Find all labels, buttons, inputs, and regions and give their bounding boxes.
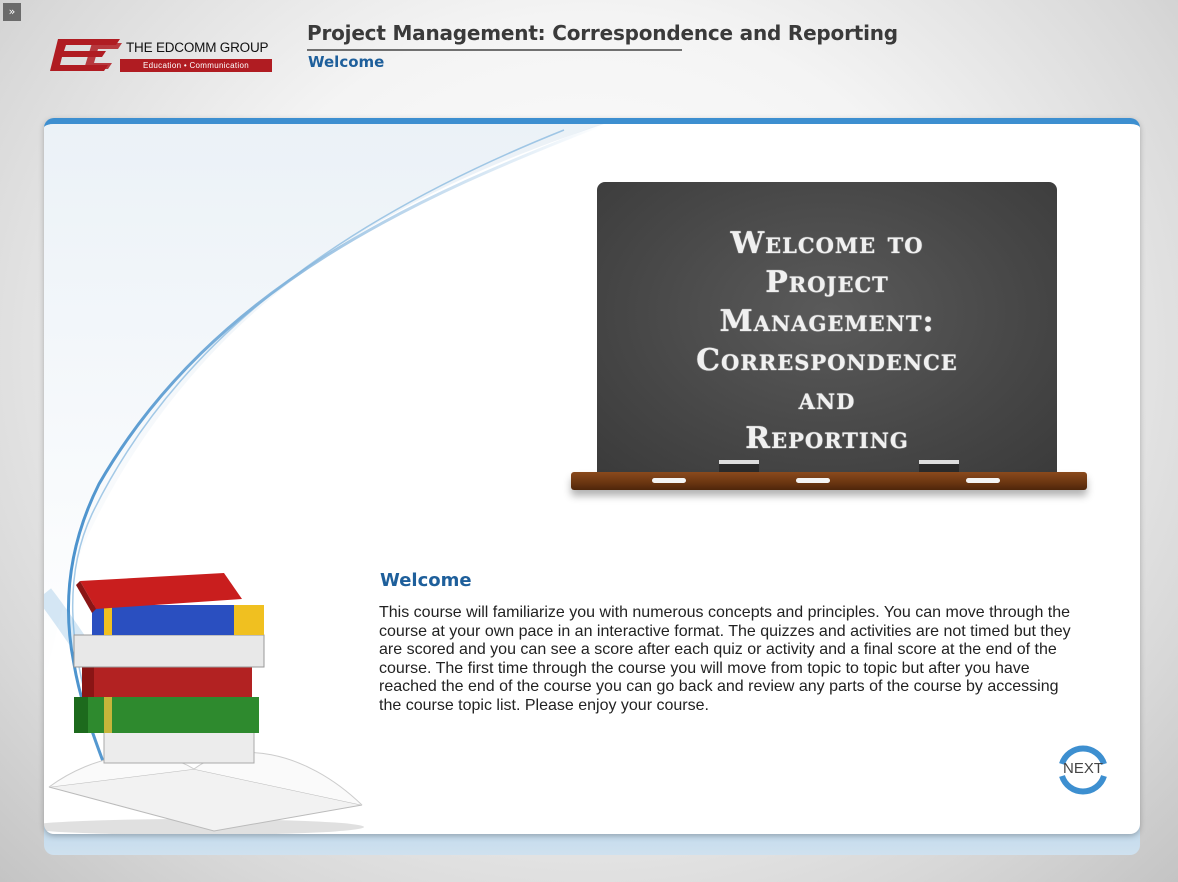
next-label: NEXT <box>1062 760 1103 777</box>
content-heading: Welcome <box>380 570 472 591</box>
title-divider <box>307 49 682 51</box>
course-title: Project Management: Correspondence and Reporting <box>307 21 898 45</box>
page-title: Welcome <box>308 53 385 71</box>
logo-tagline: Education • Communication <box>120 59 272 72</box>
chalkboard-line: Correspondence <box>696 343 958 378</box>
edcomm-logo <box>46 37 276 77</box>
chalkboard-line: Management: <box>719 304 935 339</box>
logo-name: THE EDCOMM GROUP <box>126 40 269 55</box>
ec-monogram-icon <box>46 37 124 73</box>
chalkboard-line: Welcome to <box>730 226 924 261</box>
content-body: This course will familiarize you with numerous concepts and principles. You can move through the course at your own pace in an interactive format. The quizzes and activities are not timed but they are scored and you can see a score after each quiz or activity and a final score at the end of the course. The first time through the course you will move from topic to topic but after you have reached the end of the course you can go back and review any parts of the course by accessing the course topic list. Please enjoy your course. <box>379 604 1071 714</box>
chalkboard-line: and <box>798 382 856 417</box>
chalkboard-text <box>597 224 1057 458</box>
chalk-icon <box>652 478 686 483</box>
next-button[interactable] <box>1056 742 1110 796</box>
chalkboard <box>597 182 1057 472</box>
content-panel <box>44 118 1140 834</box>
chalk-icon <box>966 478 1000 483</box>
chalkboard-line: Reporting <box>745 421 909 456</box>
chalk-icon <box>796 478 830 483</box>
book-stack-icon <box>44 569 384 834</box>
chalkboard-line: Project <box>765 265 889 300</box>
sidebar-toggle-button[interactable] <box>3 3 21 21</box>
double-chevron-right-icon: » <box>8 5 16 18</box>
